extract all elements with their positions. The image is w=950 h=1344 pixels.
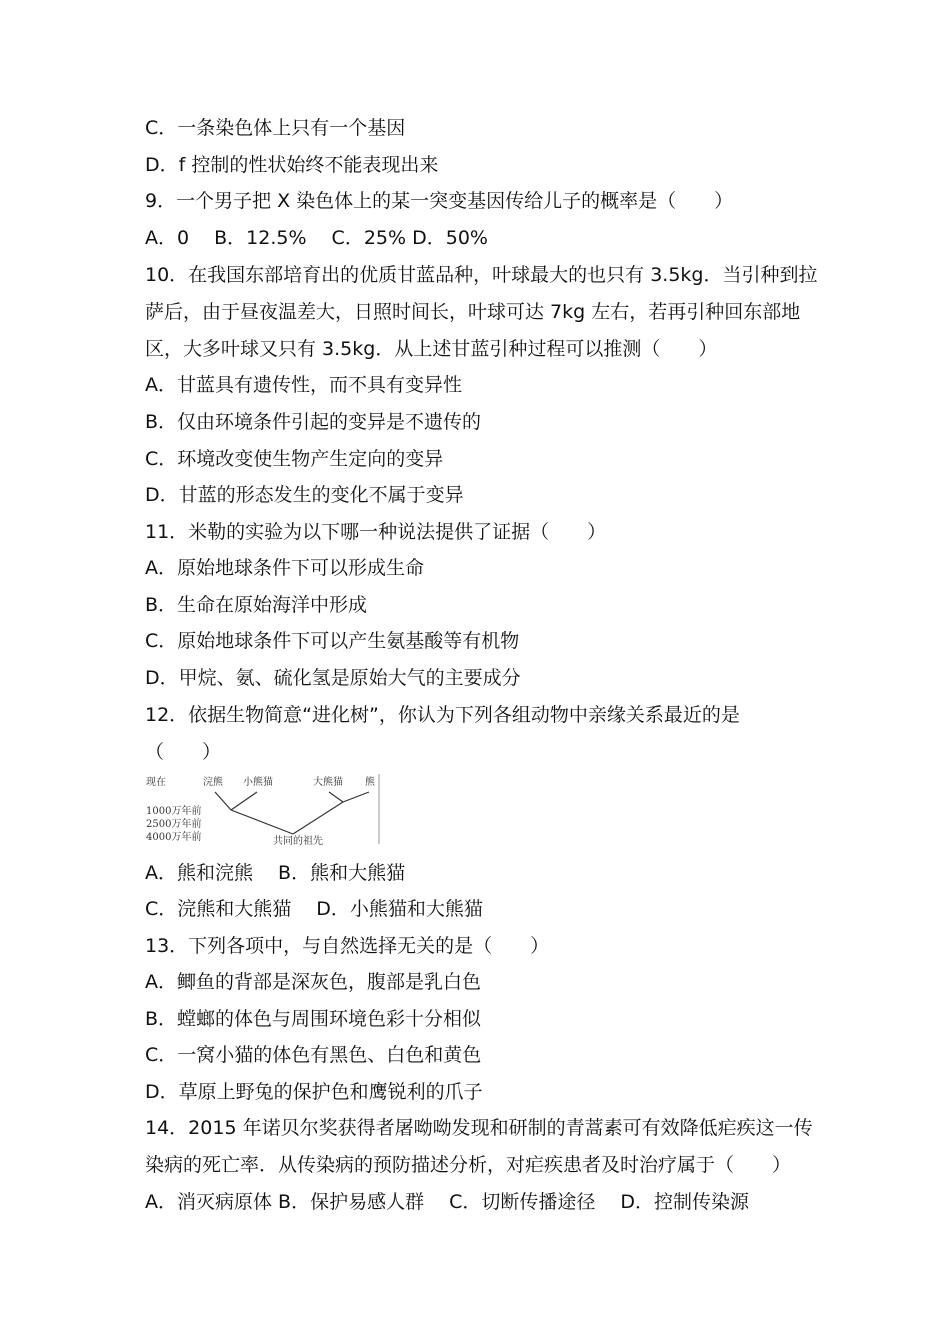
option-13b: B．螳螂的体色与周围环境色彩十分相似 bbox=[145, 1008, 482, 1030]
question-14-line-1: 14．2015 年诺贝尔奖获得者屠呦呦发现和研制的青蒿素可有效降低疟疾这一传 bbox=[145, 1117, 813, 1139]
animal-raccoon: 浣熊 bbox=[203, 777, 223, 788]
question-9: 9．一个男子把 X 染色体上的某一突变基因传给儿子的概率是（ ） bbox=[145, 190, 734, 212]
option-10d: D．甘蓝的形态发生的变化不属于变异 bbox=[145, 484, 464, 506]
question-13: 13．下列各项中，与自然选择无关的是（ ） bbox=[145, 935, 550, 957]
question-14-line-2: 染病的死亡率．从传染病的预防描述分析，对疟疾患者及时治疗属于（ ） bbox=[145, 1154, 792, 1176]
time-40m: 4000万年前 bbox=[146, 832, 202, 843]
common-ancestor: 共同的祖先 bbox=[273, 836, 323, 846]
animal-giant-panda: 大熊猫 bbox=[313, 777, 343, 788]
option-11d: D．甲烷、氨、硫化氢是原始大气的主要成分 bbox=[145, 667, 521, 689]
option-11b: B．生命在原始海洋中形成 bbox=[145, 594, 368, 616]
option-13c: C．一窝小猫的体色有黑色、白色和黄色 bbox=[145, 1044, 482, 1066]
options-9: A．0 B．12.5% C．25% D．50% bbox=[145, 227, 488, 249]
option-13d: D．草原上野兔的保护色和鹰锐利的爪子 bbox=[145, 1081, 483, 1103]
question-10-line-3: 区，大多叶球又只有 3.5kg．从上述甘蓝引种过程可以推测（ ） bbox=[145, 338, 718, 360]
question-12-line-2: （ ） bbox=[145, 741, 222, 763]
option-11c: C．原始地球条件下可以产生氨基酸等有机物 bbox=[145, 630, 520, 652]
question-10-line-1: 10．在我国东部培育出的优质甘蓝品种，叶球最大的也只有 3.5kg．当引种到拉 bbox=[145, 264, 818, 286]
question-12-line-1: 12．依据生物简意“进化树”，你认为下列各组动物中亲缘关系最近的是 bbox=[145, 704, 740, 726]
options-12-ab: A．熊和浣熊 B．熊和大熊猫 bbox=[145, 862, 406, 884]
options-12-cd: C．浣熊和大熊猫 D．小熊猫和大熊猫 bbox=[145, 898, 483, 920]
option-8c: C．一条染色体上只有一个基因 bbox=[145, 117, 406, 139]
time-present: 现在 bbox=[146, 777, 166, 788]
option-13a: A．鲫鱼的背部是深灰色，腹部是乳白色 bbox=[145, 971, 481, 993]
option-10c: C．环境改变使生物产生定向的变异 bbox=[145, 448, 444, 470]
option-10a: A．甘蓝具有遗传性，而不具有变异性 bbox=[145, 374, 462, 396]
question-11: 11．米勒的实验为以下哪一种说法提供了证据（ ） bbox=[145, 521, 607, 543]
time-25m: 2500万年前 bbox=[146, 819, 202, 830]
option-8d: D．f 控制的性状始终不能表现出来 bbox=[145, 154, 439, 176]
option-10b: B．仅由环境条件引起的变异是不遗传的 bbox=[145, 411, 482, 433]
question-10-line-2: 萨后，由于昼夜温差大，日照时间长，叶球可达 7kg 左右，若再引种回东部地 bbox=[145, 301, 801, 323]
options-14: A．消灭病原体 B．保护易感人群 C．切断传播途径 D．控制传染源 bbox=[145, 1191, 750, 1213]
option-11a: A．原始地球条件下可以形成生命 bbox=[145, 557, 424, 579]
evolution-tree-diagram bbox=[143, 772, 381, 846]
time-10m: 1000万年前 bbox=[146, 806, 202, 817]
animal-red-panda: 小熊猫 bbox=[243, 777, 273, 788]
animal-bear: 熊 bbox=[365, 777, 375, 788]
